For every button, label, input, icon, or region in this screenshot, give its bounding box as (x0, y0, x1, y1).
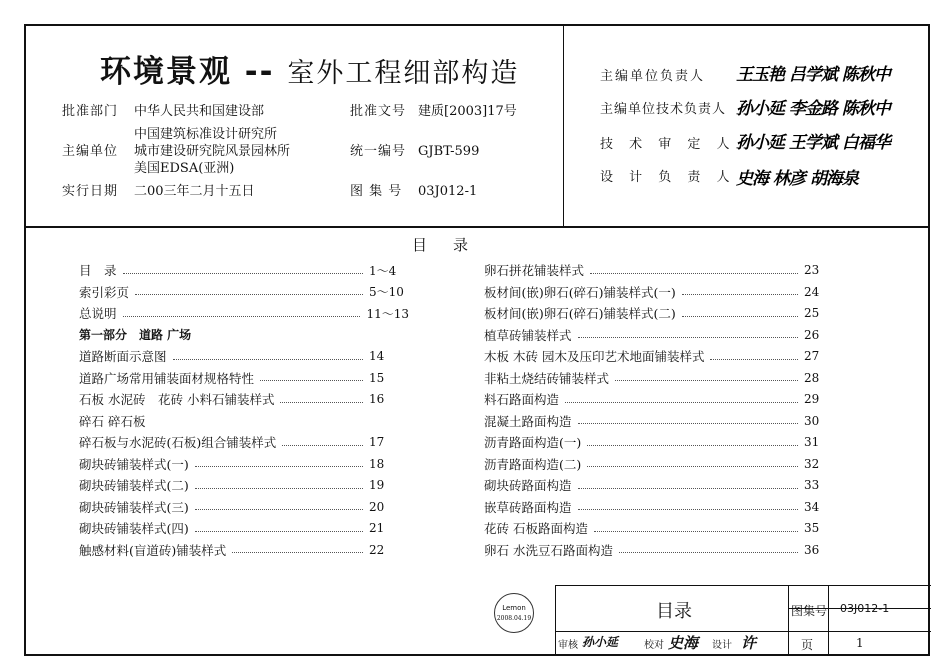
toc-entry (484, 261, 844, 279)
toc-entry-page: 18 (369, 456, 385, 471)
toc-entry-label: 目 录 (79, 263, 117, 278)
title-main: 环境景观 -- (100, 54, 275, 90)
seal-stamp (494, 593, 534, 633)
title-block-title: 目录 (656, 601, 692, 622)
page-title (100, 46, 519, 91)
toc-leader-dots (260, 380, 363, 381)
toc-entry-label: 板材间(嵌)卵石(碎石)铺装样式(一) (484, 284, 676, 300)
toc-entry (79, 390, 409, 408)
toc-leader-dots (578, 509, 798, 510)
atlas-label: 图 集 号 (350, 184, 403, 199)
toc-entry (79, 326, 409, 344)
toc-leader-dots (123, 273, 363, 274)
approval-doc: 建质[2003]17号 (418, 104, 517, 119)
toc-entry-label: 沥青路面构造(一) (484, 435, 582, 450)
toc-leader-dots (682, 294, 798, 295)
header-vertical-divider (563, 24, 564, 226)
toc-leader-dots (587, 445, 798, 446)
review-label: 审核 (558, 640, 578, 651)
serial-label: 统一编号 (350, 144, 407, 159)
editor-line-1: 中国建筑标准设计研究所 (134, 127, 278, 142)
toc-entry-label: 道路广场常用铺装面材规格特性 (79, 370, 255, 386)
toc-entry-label: 砌块砖铺装样式(二) (79, 478, 189, 493)
toc-entry (79, 304, 409, 322)
stamp-date: 2008.04.19 (496, 615, 532, 622)
toc-entry-page: 20 (369, 499, 385, 514)
toc-entry-page: 17 (369, 435, 385, 449)
toc-entry (79, 347, 409, 365)
toc-entry-label: 触感材料(盲道砖)铺装样式 (79, 542, 227, 558)
editor-line-3: 美国EDSA(亚洲) (134, 161, 235, 176)
title-sub: 室外工程细部构造 (287, 58, 520, 89)
title-block (555, 585, 931, 656)
toc-entry-label: 总说明 (79, 306, 117, 321)
toc-entry-label: 卵石 水洗豆石路面构造 (484, 542, 613, 558)
resp-signature-design-lead: 史海 林彦 胡海泉 (736, 169, 858, 189)
toc-entry (79, 283, 409, 301)
atlas-number: 03J012-1 (418, 184, 478, 199)
toc-entry-label: 第一部分 道路 广场 (79, 328, 192, 342)
resp-label-tech-lead: 主编单位技术负责人 (600, 102, 727, 117)
serial-number: GJBT-599 (418, 144, 480, 159)
toc-entry-label: 砌块砖路面构造 (484, 478, 572, 493)
approval-dept-label: 批准部门 (62, 104, 119, 119)
toc-leader-dots (578, 423, 798, 424)
toc-entry-label: 料石路面构造 (484, 392, 560, 407)
resp-signature-tech-review: 孙小延 王学斌 白福华 (736, 133, 890, 153)
title-block-top-line (556, 585, 931, 586)
toc-leader-dots (195, 466, 363, 467)
resp-label-design-lead: 设 计 负 责 人 (600, 170, 736, 185)
page-label: 页 (801, 638, 814, 652)
toc-entry-page: 21 (369, 521, 385, 535)
toc-leader-dots (280, 402, 363, 403)
toc-leader-dots (135, 294, 363, 295)
toc-entry-label: 沥青路面构造(二) (484, 456, 582, 472)
toc-entry-label: 砌块砖铺装样式(三) (79, 499, 189, 515)
toc-entry-page: 29 (804, 392, 820, 406)
editor-label: 主编单位 (62, 144, 119, 159)
toc-entry (484, 541, 844, 559)
toc-entry-page: 34 (804, 499, 820, 514)
toc-entry-page: 36 (804, 542, 820, 557)
toc-entry (484, 283, 844, 301)
toc-leader-dots (123, 316, 361, 317)
toc-entry (79, 369, 409, 387)
toc-leader-dots (282, 445, 363, 446)
toc-entry-label: 花砖 石板路面构造 (484, 521, 588, 536)
resp-signature-tech-lead: 孙小延 李金路 陈秋中 (736, 99, 890, 119)
toc-leader-dots (195, 488, 363, 489)
toc-entry-page: 26 (804, 327, 820, 342)
toc-entry-page: 33 (804, 478, 820, 492)
approval-doc-label: 批准文号 (350, 104, 407, 119)
toc-entry (484, 519, 844, 537)
toc-entry-page: 24 (804, 284, 820, 299)
stamp-name: Lemon (502, 604, 526, 612)
title-block-col-line-1 (788, 585, 789, 656)
toc-entry-label: 木板 木砖 园木及压印艺术地面铺装样式 (484, 349, 705, 364)
toc-entry (79, 476, 409, 494)
toc-leader-dots (232, 552, 363, 553)
editor-line-2: 城市建设研究院风景园林所 (134, 144, 291, 159)
toc-entry (79, 261, 409, 279)
toc-leader-dots (594, 531, 798, 532)
toc-entry (484, 498, 844, 516)
toc-leader-dots (195, 531, 363, 532)
toc-entry-label: 碎石板与水泥砖(石板)组合铺装样式 (79, 435, 277, 450)
toc-entry-page: 25 (804, 306, 820, 320)
review-signature: 孙小延 (582, 635, 619, 649)
toc-entry-page: 31 (804, 435, 820, 449)
toc-entry (484, 304, 844, 322)
toc-entry-label: 嵌草砖路面构造 (484, 499, 572, 515)
toc-entry-label: 卵石拼花铺装样式 (484, 263, 585, 278)
toc-heading: 目录 (412, 236, 495, 254)
toc-entry-page: 27 (804, 349, 820, 363)
toc-entry-page: 23 (804, 263, 820, 277)
toc-leader-dots (587, 466, 798, 467)
resp-label-chief-editor: 主编单位负责人 (600, 69, 706, 84)
title-block-atlas-number: 03J012-1 (840, 602, 890, 615)
toc-leader-dots (173, 359, 363, 360)
toc-entry (484, 412, 844, 430)
toc-entry-label: 索引彩页 (79, 284, 130, 300)
toc-entry-page: 16 (369, 392, 385, 406)
toc-entry-label: 砌块砖铺装样式(一) (79, 456, 189, 472)
toc-entry (79, 433, 409, 451)
toc-leader-dots (578, 488, 798, 489)
toc-entry (79, 455, 409, 473)
toc-entry-page: 15 (369, 370, 385, 385)
approval-dept: 中华人民共和国建设部 (134, 104, 265, 119)
toc-leader-dots (590, 273, 798, 274)
toc-entry-page: 11～13 (366, 306, 409, 321)
toc-entry-label: 碎石 碎石板 (79, 413, 146, 429)
resp-label-tech-review: 技 术 审 定 人 (600, 137, 736, 152)
design-signature: 许 (741, 634, 757, 652)
header-divider (24, 226, 930, 228)
toc-leader-dots (710, 359, 798, 360)
toc-entry (484, 455, 844, 473)
toc-leader-dots (565, 402, 798, 403)
toc-entry-label: 板材间(嵌)卵石(碎石)铺装样式(二) (484, 306, 676, 321)
toc-entry (484, 390, 844, 408)
toc-entry-page: 19 (369, 478, 385, 492)
toc-entry-label: 混凝土路面构造 (484, 413, 572, 429)
toc-leader-dots (578, 337, 798, 338)
title-block-col-line-2 (828, 585, 829, 656)
check-signature: 史海 (668, 634, 699, 652)
toc-entry (79, 519, 409, 537)
toc-entry-label: 植草砖铺装样式 (484, 327, 572, 343)
toc-leader-dots (195, 509, 363, 510)
toc-leader-dots (619, 552, 798, 553)
toc-entry-label: 非粘土烧结砖铺装样式 (484, 370, 610, 386)
page-number: 1 (856, 636, 864, 650)
toc-entry-label: 石板 水泥砖 花砖 小料石铺装样式 (79, 392, 275, 407)
toc-entry-label: 道路断面示意图 (79, 349, 167, 364)
date-label: 实行日期 (62, 184, 119, 199)
toc-entry-page: 30 (804, 413, 820, 428)
toc-entry (484, 326, 844, 344)
toc-entry-page: 28 (804, 370, 820, 385)
toc-entry-page: 35 (804, 521, 820, 535)
design-label: 设计 (712, 640, 732, 651)
toc-entry-label: 砌块砖铺装样式(四) (79, 521, 189, 536)
title-block-atlas-label: 图集号 (791, 604, 828, 618)
resp-signature-chief-editor: 王玉艳 吕学斌 陈秋中 (736, 65, 890, 85)
toc-entry-page: 22 (369, 542, 385, 557)
toc-entry (484, 369, 844, 387)
check-label: 校对 (644, 640, 664, 651)
toc-entry (484, 476, 844, 494)
toc-entry-page: 5～10 (369, 285, 404, 299)
effective-date: 二00三年二月十五日 (134, 184, 255, 199)
toc-entry-page: 1～4 (369, 263, 397, 278)
toc-entry (79, 412, 409, 430)
toc-entry (79, 541, 409, 559)
toc-entry (79, 498, 409, 516)
toc-entry-page: 14 (369, 349, 385, 363)
toc-entry-page: 32 (804, 456, 820, 471)
toc-leader-dots (682, 316, 798, 317)
toc-entry (484, 433, 844, 451)
toc-entry (484, 347, 844, 365)
toc-leader-dots (615, 380, 798, 381)
